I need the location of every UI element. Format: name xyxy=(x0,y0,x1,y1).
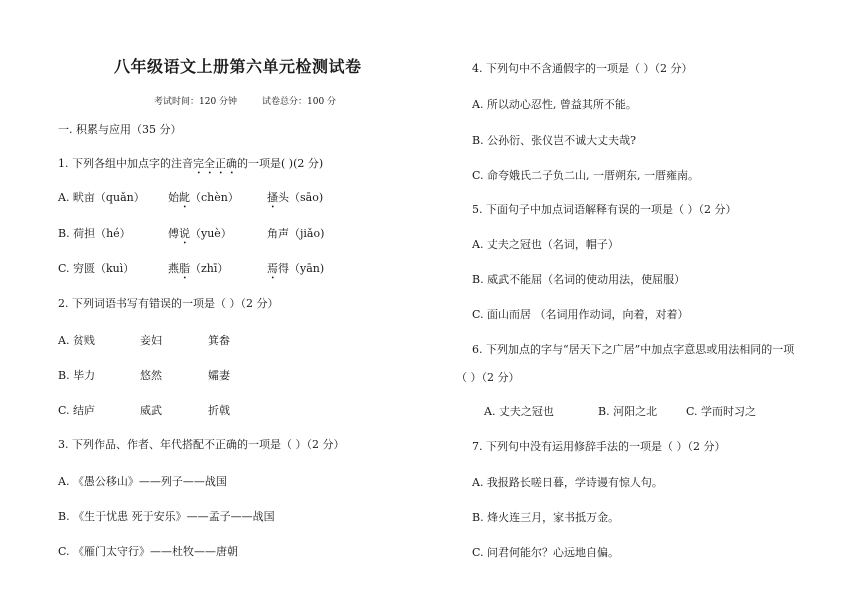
exam-time: 考试时间：120 分钟 xyxy=(154,97,238,107)
q2-row-c-col-3: 折戟 xyxy=(208,404,230,417)
q4-option-c: C. 命夸娥氏二子负二山, 一厝朔东, 一厝雍南。 xyxy=(472,169,700,182)
q3-option-b: B. 《生于忧患 死于安乐》——孟子——战国 xyxy=(58,510,275,523)
q1-row-b-col-2: 傅说（yuè） xyxy=(168,227,232,240)
q3-option-c: C. 《雁门太守行》——杜牧——唐朝 xyxy=(58,545,239,558)
q1-dotted: 完全正确 xyxy=(193,157,237,170)
q5-option-b: B. 威武不能屈（名词的使动用法，使屈服） xyxy=(472,273,686,286)
q2-row-b-col-2: 悠然 xyxy=(140,369,162,382)
q6-option-b: B. 河阳之北 xyxy=(598,405,658,418)
question-3: 3. 下列作品、作者、年代搭配不正确的一项是（ ）（2 分） xyxy=(58,438,345,451)
question-2: 2. 下列词语书写有错误的一项是（ ）（2 分） xyxy=(58,297,279,310)
q3-option-a: A. 《愚公移山》——列子——战国 xyxy=(58,475,227,488)
q1-row-a-col-1: A. 畎亩（quǎn） xyxy=(58,191,145,204)
q2-row-a-col-3: 箕畚 xyxy=(208,334,230,347)
question-5: 5. 下面句子中加点词语解释有误的一项是（ ）（2 分） xyxy=(472,203,737,216)
q1-row-c-col-2: 燕脂（zhī） xyxy=(168,262,229,275)
q1-row-a-col-3: 搔头（sāo) xyxy=(267,191,324,204)
question-6-line-1: 6. 下列加点的字与“居天下之广居”中加点字意思或用法相同的一项 xyxy=(472,343,795,356)
question-1 xyxy=(58,157,323,177)
q1-row-b-col-1: B. 荷担（hé） xyxy=(58,227,131,240)
q4-option-a: A. 所以动心忍性, 曾益其所不能。 xyxy=(472,98,637,111)
q2-row-b-col-1: B. 毕力 xyxy=(58,369,96,382)
q7-option-a: A. 我报路长嗟日暮，学诗谩有惊人句。 xyxy=(472,476,663,489)
q7-option-c: C. 问君何能尔？心远地自偏。 xyxy=(472,546,620,559)
q1-row-c-col-1: C. 穷匮（kuì） xyxy=(58,262,135,275)
q6-option-a: A. 丈夫之冠也 xyxy=(484,405,554,418)
q2-row-a-col-2: 妾妇 xyxy=(140,334,162,347)
page-title: 八年级语文上册第六单元检测试卷 xyxy=(114,57,362,76)
q2-row-c-col-2: 威武 xyxy=(140,404,162,417)
q6-option-c: C. 学而时习之 xyxy=(686,405,757,418)
question-4: 4. 下列句中不含通假字的一项是（ ）（2 分） xyxy=(472,62,693,75)
q5-option-a: A. 丈夫之冠也（名词，帽子） xyxy=(472,238,619,251)
q7-option-b: B. 烽火连三月，家书抵万金。 xyxy=(472,511,620,524)
q1-prefix: 1. 下列各组中加点字的注音 xyxy=(58,157,193,170)
q2-row-c-col-1: C. 结庐 xyxy=(58,404,96,417)
q1-row-a-col-2: 始龀（chèn） xyxy=(168,191,239,204)
question-6-line-2: （ ）（2 分） xyxy=(456,371,520,384)
q1-suffix: 的一项是( )(2 分) xyxy=(237,157,324,170)
q1-row-b-col-3: 角声（jiǎo) xyxy=(267,227,325,240)
q1-row-c-col-3: 焉得（yān) xyxy=(267,262,325,275)
section-heading: 一. 积累与应用（35 分） xyxy=(58,123,182,136)
q2-row-a-col-1: A. 贫贱 xyxy=(58,334,95,347)
question-7: 7. 下列句中没有运用修辞手法的一项是（ ）（2 分） xyxy=(472,440,726,453)
q5-option-c: C. 面山而居 （名词用作动词，向着，对着） xyxy=(472,308,689,321)
exam-score: 试卷总分：100 分 xyxy=(262,97,337,107)
q2-row-b-col-3: 孀妻 xyxy=(208,369,230,382)
q4-option-b: B. 公孙衍、张仪岂不诚大丈夫哉? xyxy=(472,134,636,147)
